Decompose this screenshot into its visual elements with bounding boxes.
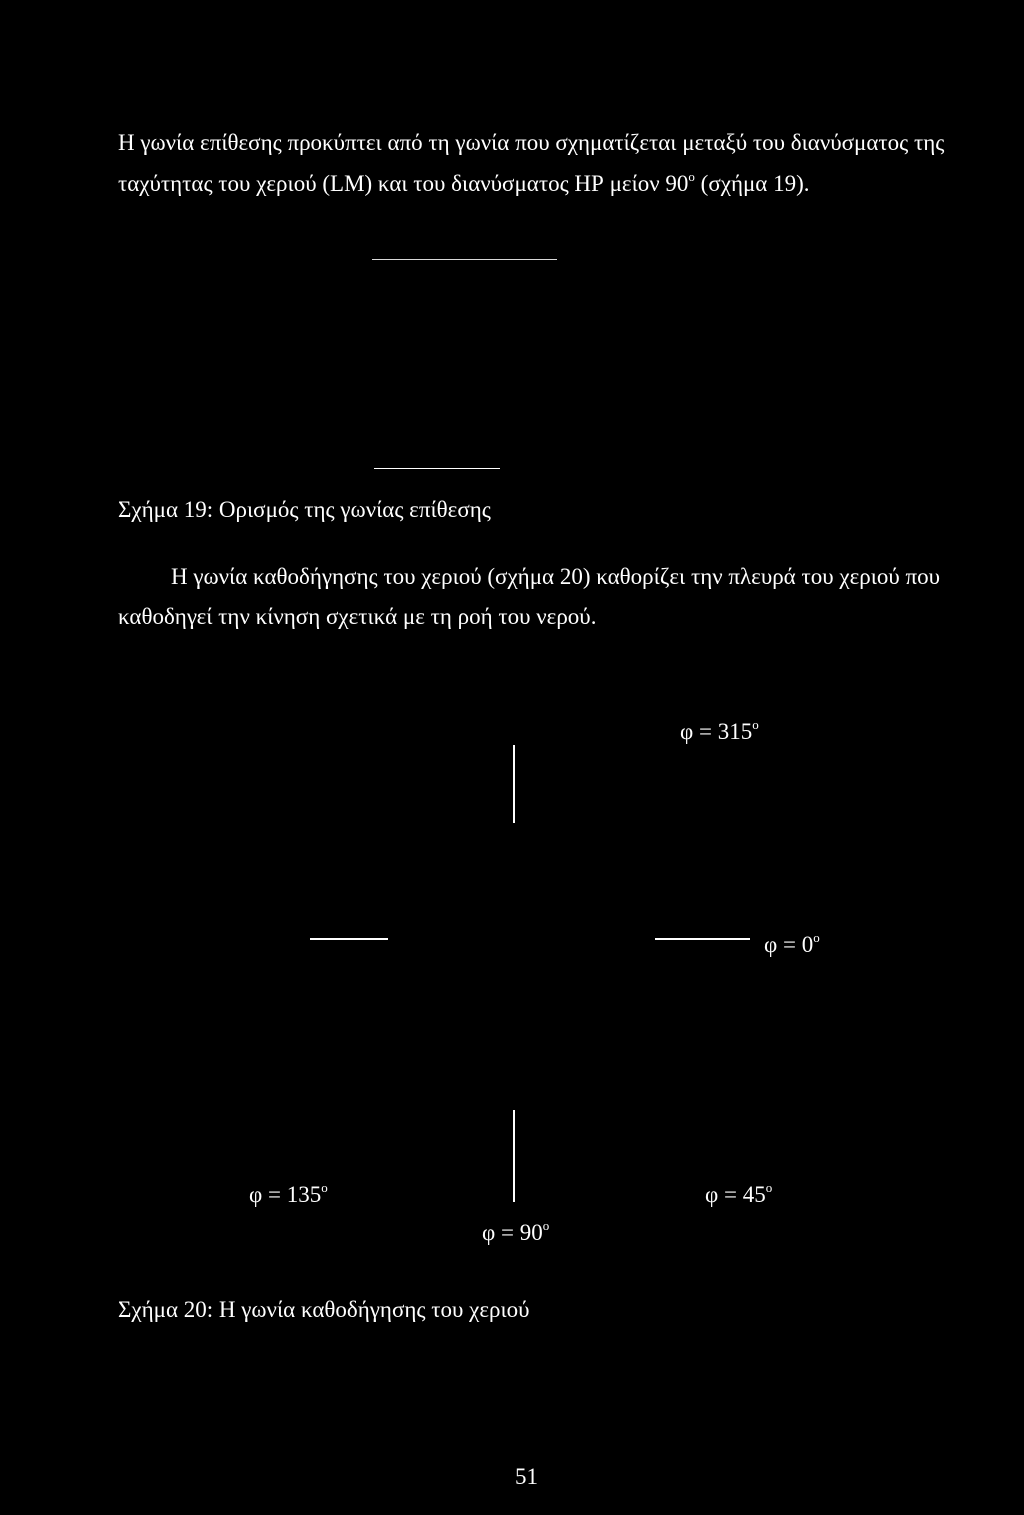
label-phi-315 [680,717,759,744]
degree-superscript: ο [752,717,759,732]
body-paragraph-line-2: καθοδηγεί την κίνηση σχετικά με τη ροή του νερού. [118,604,597,629]
label-phi-45-value: φ = 45 [705,1182,766,1207]
figure19-caption: Σχήμα 19: Ορισμός της γωνίας επίθεσης [118,497,491,522]
label-phi-90-value: φ = 90 [482,1220,543,1245]
degree-superscript: ο [321,1180,328,1195]
degree-superscript: ο [688,169,695,184]
figure20-left-horizontal-line [310,938,388,940]
degree-superscript: ο [542,1218,550,1233]
label-phi-135-value: φ = 135 [249,1182,322,1207]
body-paragraph-line-1: Η γωνία καθοδήγησης του χεριού (σχήμα 20) καθορίζει την πλευρά του χεριού που [171,564,941,589]
figure20-top-vertical-line [513,745,515,823]
label-phi-45 [705,1180,773,1207]
figure20-caption: Σχήμα 20: Η γωνία καθοδήγησης του χεριού [118,1297,530,1322]
label-phi-315-value: φ = 315 [680,719,753,744]
degree-superscript: ο [765,1180,773,1195]
intro-line-2 [118,169,810,196]
figure19-top-rule [372,259,557,260]
intro-line-1: Η γωνία επίθεσης προκύπτει από τη γωνία που σχηματίζεται μεταξύ του διανύσματος της [118,130,945,155]
label-phi-0 [764,930,820,957]
figure19-bottom-rule [374,468,500,469]
figure20-right-horizontal-line [655,938,750,940]
label-phi-135 [249,1180,328,1207]
figure20-bottom-vertical-line [513,1110,515,1202]
label-phi-90 [482,1218,550,1245]
label-phi-0-value: φ = 0 [764,932,814,957]
intro-line-2-suffix: (σχήμα 19). [694,171,810,196]
intro-line-2-prefix: ταχύτητας του χεριού (LM) και του διανύσματος ΗΡ μείον 90 [118,171,689,196]
degree-superscript: ο [813,930,820,945]
page-number: 51 [515,1464,538,1489]
